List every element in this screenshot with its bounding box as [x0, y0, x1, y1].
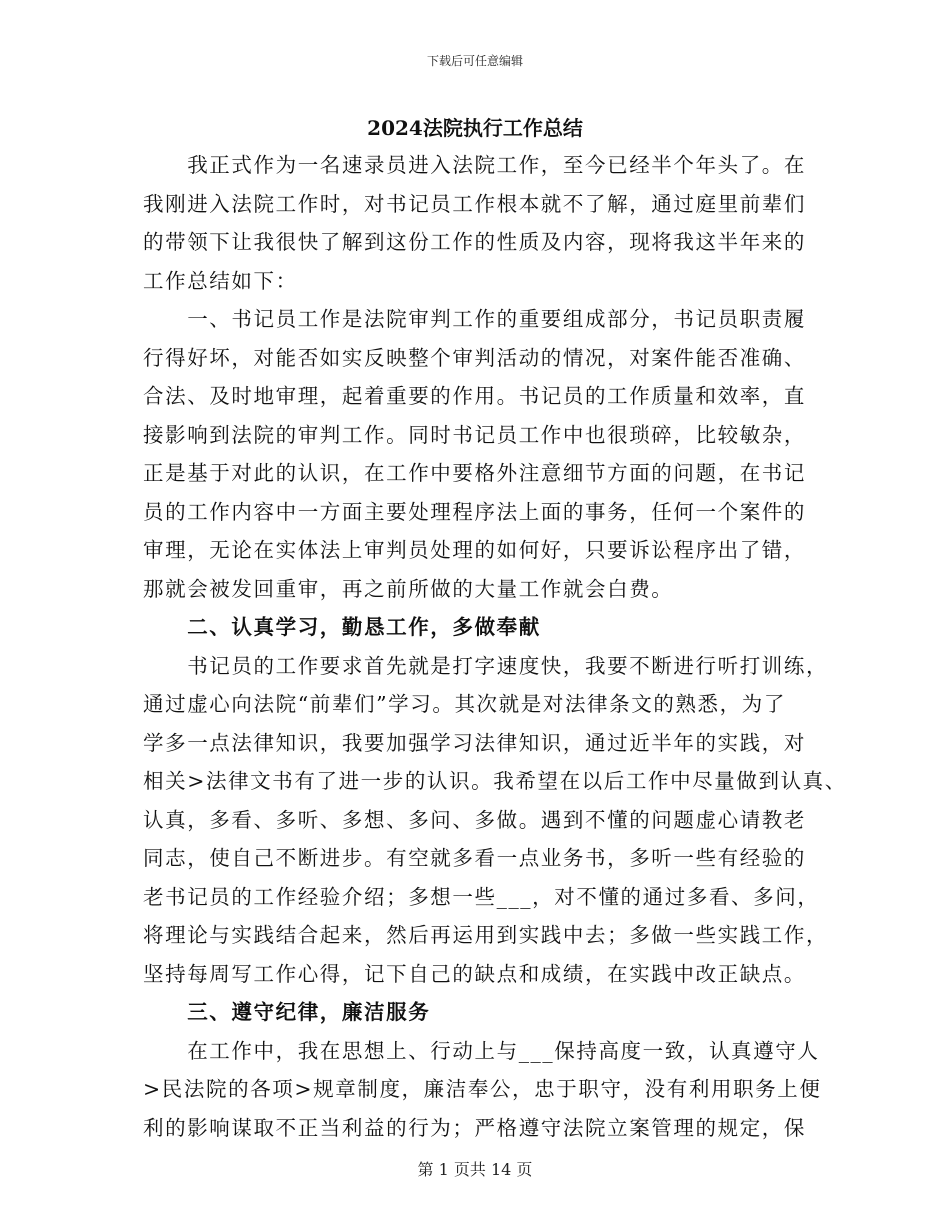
text-line: 老书记员的工作经验介绍；多想一些___，对不懂的通过多看、多问，: [143, 884, 820, 909]
text-line: 接影响到法院的审判工作。同时书记员工作中也很琐碎，比较敏杂，: [143, 422, 806, 447]
text-line: 相关>法律文书有了进一步的认识。我希望在以后工作中尽量做到认真、: [143, 769, 847, 793]
text-line: 我刚进入法院工作时，对书记员工作根本就不了解，通过庭里前辈们: [143, 191, 806, 216]
text-line: 正是基于对此的认识，在工作中要格外注意细节方面的问题，在书记: [143, 461, 806, 485]
text-line: 坚持每周写工作心得，记下自己的缺点和成绩，在实践中改正缺点。: [143, 961, 806, 986]
text-line: 一、书记员工作是法院审判工作的重要组成部分，书记员职责履: [143, 307, 806, 331]
page-footer: 第 1 页共 14 页: [417, 1160, 533, 1179]
text-line: 工作总结如下：: [143, 268, 298, 293]
text-line: 那就会被发回重审，再之前所做的大量工作就会白费。: [143, 576, 674, 601]
section-heading: 三、遵守纪律，廉洁服务: [143, 1000, 431, 1024]
text-line: 行得好坏，对能否如实反映整个审判活动的情况，对案件能否准确、: [143, 345, 806, 370]
text-line: 在工作中，我在思想上、行动上与___保持高度一致，认真遵守人: [143, 1038, 820, 1063]
text-line: 同志，使自己不断进步。有空就多看一点业务书，多听一些有经验的: [143, 846, 806, 870]
text-line: 学多一点法律知识，我要加强学习法律知识，通过近半年的实践，对: [143, 730, 806, 755]
text-line: 认真，多看、多听、多想、多问、多做。遇到不懂的问题虚心请教老: [143, 807, 806, 832]
text-line: 利的影响谋取不正当利益的行为；严格遵守法院立案管理的规定，保: [143, 1115, 806, 1140]
text-line: 将理论与实践结合起来，然后再运用到实践中去；多做一些实践工作，: [143, 923, 829, 947]
section-heading: 二、认真学习，勤恳工作，多做奉献: [143, 615, 541, 639]
text-line: 审理，无论在实体法上审判员处理的如何好，只要诉讼程序出了错，: [143, 538, 806, 562]
document-body: [143, 146, 847, 1147]
text-line: 书记员的工作要求首先就是打字速度快，我要不断进行听打训练，: [143, 653, 829, 678]
text-line: 的带领下让我很快了解到这份工作的性质及内容，现将我这半年来的: [143, 230, 806, 254]
document-title: 2024法院执行工作总结: [367, 116, 583, 140]
text-line: 合法、及时地审理，起着重要的作用。书记员的工作质量和效率，直: [143, 384, 806, 408]
text-line: >民法院的各项>规章制度，廉洁奉公，忠于职守，没有利用职务上便: [143, 1077, 822, 1101]
text-line: 我正式作为一名速录员进入法院工作，至今已经半个年头了。在: [143, 153, 806, 177]
header-note: 下载后可任意编辑: [426, 54, 523, 68]
text-line: 通过虚心向法院“前辈们”学习。其次就是对法律条文的熟悉，为了: [143, 692, 786, 716]
text-line: 员的工作内容中一方面主要处理程序法上面的事务，任何一个案件的: [143, 499, 806, 524]
